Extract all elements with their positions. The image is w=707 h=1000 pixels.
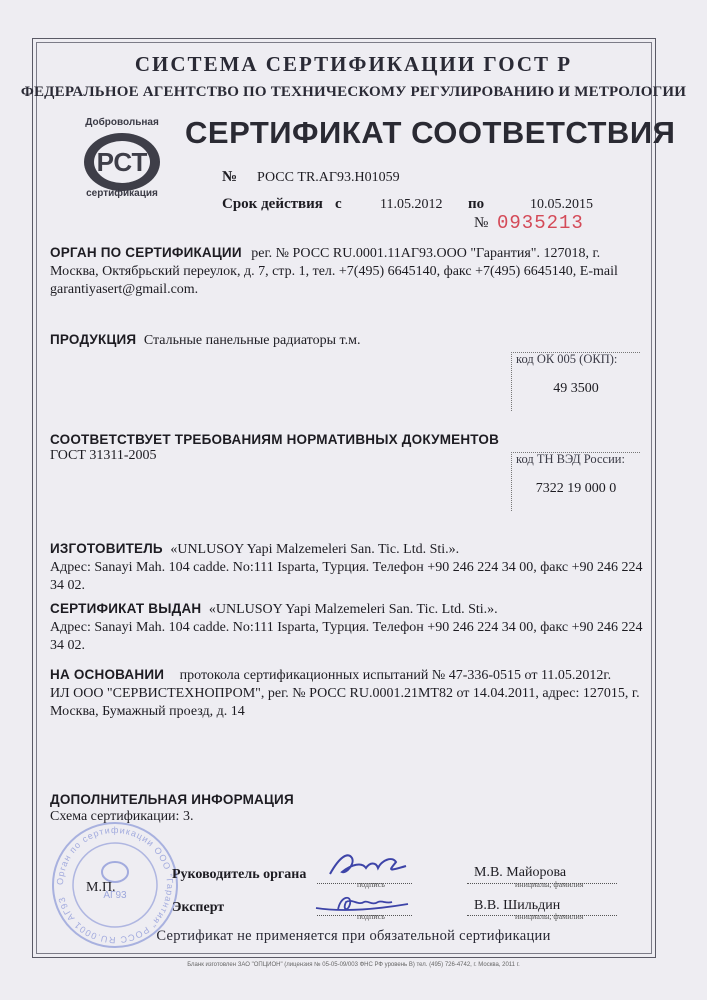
issued-label: СЕРТИФИКАТ ВЫДАН bbox=[50, 601, 202, 616]
basis-line2: ИЛ ООО "СЕРВИСТЕХНОПРОМ", рег. № РОСС RU.0001.21МТ82 от 14.04.2011, адрес: 127015, г. bbox=[50, 686, 640, 701]
certification-body-line2: Москва, Октябрьский переулок, д. 7, стр. 1, тел. +7(495) 6645140, факс +7(495) 6645140, E-mail bbox=[50, 264, 618, 279]
manufacturer-block bbox=[50, 540, 645, 595]
logo-top-text: Добровольная bbox=[85, 117, 159, 128]
basis-line3: Москва, Бумажный проезд, д. 14 bbox=[50, 704, 245, 719]
head-name: М.В. Майорова bbox=[474, 865, 567, 880]
product-text: Стальные панельные радиаторы т.м. bbox=[143, 333, 361, 348]
basis-block bbox=[50, 666, 645, 721]
printer-note: Бланк изготовлен ЗАО "ОПЦИОН" (лицензия № 05-05-09/003 ФНС РФ уровень В) тел. (495) 726-4742, г. Москва, 2011 г. bbox=[187, 962, 520, 968]
okp-value: 49 3500 bbox=[553, 381, 599, 396]
logo-bottom-text: сертификация bbox=[86, 188, 158, 199]
serial-prefix: № bbox=[474, 215, 489, 231]
stamp-logo-icon bbox=[102, 862, 128, 882]
gost-logo-icon bbox=[80, 127, 164, 197]
stamp-label: М.П. bbox=[86, 880, 116, 895]
certificate-number: РОСС TR.АГ93.Н01059 bbox=[257, 170, 400, 185]
stamp-ring-text: Орган по сертификации ООО "Гарантия" РОСС RU.0001 АГ93 bbox=[54, 824, 176, 946]
issued-address-line2: 34 02. bbox=[50, 638, 85, 653]
manufacturer-label: ИЗГОТОВИТЕЛЬ bbox=[50, 541, 163, 556]
validity-to-date: 10.05.2015 bbox=[530, 197, 593, 212]
basis-line1: протокола сертификационных испытаний № 47-336-0515 от 11.05.2012г. bbox=[179, 668, 612, 683]
certification-body-line3: garantiyasert@gmail.com. bbox=[50, 282, 199, 297]
tnved-value: 7322 19 000 0 bbox=[535, 481, 617, 496]
footer-note: Сертификат не применяется при обязательной сертификации bbox=[156, 928, 551, 944]
basis-label: НА ОСНОВАНИИ bbox=[50, 667, 165, 682]
head-name-caption: инициалы, фамилия bbox=[515, 880, 584, 889]
head-signature-icon bbox=[322, 848, 412, 884]
certification-body-label: ОРГАН ПО СЕРТИФИКАЦИИ bbox=[50, 245, 242, 260]
issued-name: «UNLUSOY Yapi Malzemeleri San. Tic. Ltd. Sti.». bbox=[208, 602, 498, 617]
certification-body-line1: рег. № РОСС RU.0001.11АГ93.ООО "Гарантия". 127018, г. bbox=[251, 246, 601, 261]
head-label: Руководитель органа bbox=[172, 867, 307, 882]
norms-text: ГОСТ 31311-2005 bbox=[50, 448, 157, 463]
tnved-label: код ТН ВЭД России: bbox=[516, 452, 625, 466]
expert-label: Эксперт bbox=[172, 900, 225, 915]
expert-signature-caption: подпись bbox=[357, 912, 385, 921]
logo-mark: РСТ bbox=[96, 147, 148, 177]
manufacturer-address-line1: Адрес: Sanayi Mah. 104 cadde. No:111 Isparta, Турция. Телефон +90 246 224 34 00, факс +90 246 224 bbox=[50, 560, 643, 575]
extra-info-text: Схема сертификации: 3. bbox=[50, 809, 194, 824]
serial-number: 0935213 bbox=[497, 212, 584, 234]
validity-to-label: по bbox=[468, 196, 485, 212]
okp-label: код ОК 005 (ОКП): bbox=[516, 352, 618, 366]
issued-block bbox=[50, 600, 645, 655]
validity-label: Срок действия bbox=[222, 196, 323, 212]
norms-label: СООТВЕТСТВУЕТ ТРЕБОВАНИЯМ НОРМАТИВНЫХ ДОКУМЕНТОВ bbox=[50, 432, 500, 447]
issued-address-line1: Адрес: Sanayi Mah. 104 cadde. No:111 Isparta, Турция. Телефон +90 246 224 34 00, факс +90 246 224 bbox=[50, 620, 643, 635]
certificate-title: СЕРТИФИКАТ СООТВЕТСТВИЯ bbox=[185, 115, 676, 150]
extra-info-label: ДОПОЛНИТЕЛЬНАЯ ИНФОРМАЦИЯ bbox=[50, 792, 294, 807]
expert-name: В.В. Шильдин bbox=[474, 898, 561, 913]
head-signature-caption: подпись bbox=[357, 880, 385, 889]
tnved-code-box bbox=[511, 452, 640, 511]
okp-code-box bbox=[511, 352, 640, 411]
validity-from-date: 11.05.2012 bbox=[380, 197, 443, 212]
manufacturer-address-line2: 34 02. bbox=[50, 578, 85, 593]
number-label: № bbox=[222, 169, 238, 185]
system-heading: СИСТЕМА СЕРТИФИКАЦИИ ГОСТ Р bbox=[134, 52, 573, 76]
product-line bbox=[50, 332, 360, 349]
validity-from-label: с bbox=[335, 196, 342, 212]
certification-body-block bbox=[50, 244, 645, 299]
manufacturer-name: «UNLUSOY Yapi Malzemeleri San. Tic. Ltd. Sti.». bbox=[170, 542, 460, 557]
expert-name-caption: инициалы, фамилия bbox=[515, 912, 584, 921]
stamp-center-text: АГ93 bbox=[103, 890, 127, 901]
product-label: ПРОДУКЦИЯ bbox=[50, 332, 137, 347]
agency-heading: ФЕДЕРАЛЬНОЕ АГЕНТСТВО ПО ТЕХНИЧЕСКОМУ РЕГУЛИРОВАНИЮ И МЕТРОЛОГИИ bbox=[20, 84, 687, 100]
